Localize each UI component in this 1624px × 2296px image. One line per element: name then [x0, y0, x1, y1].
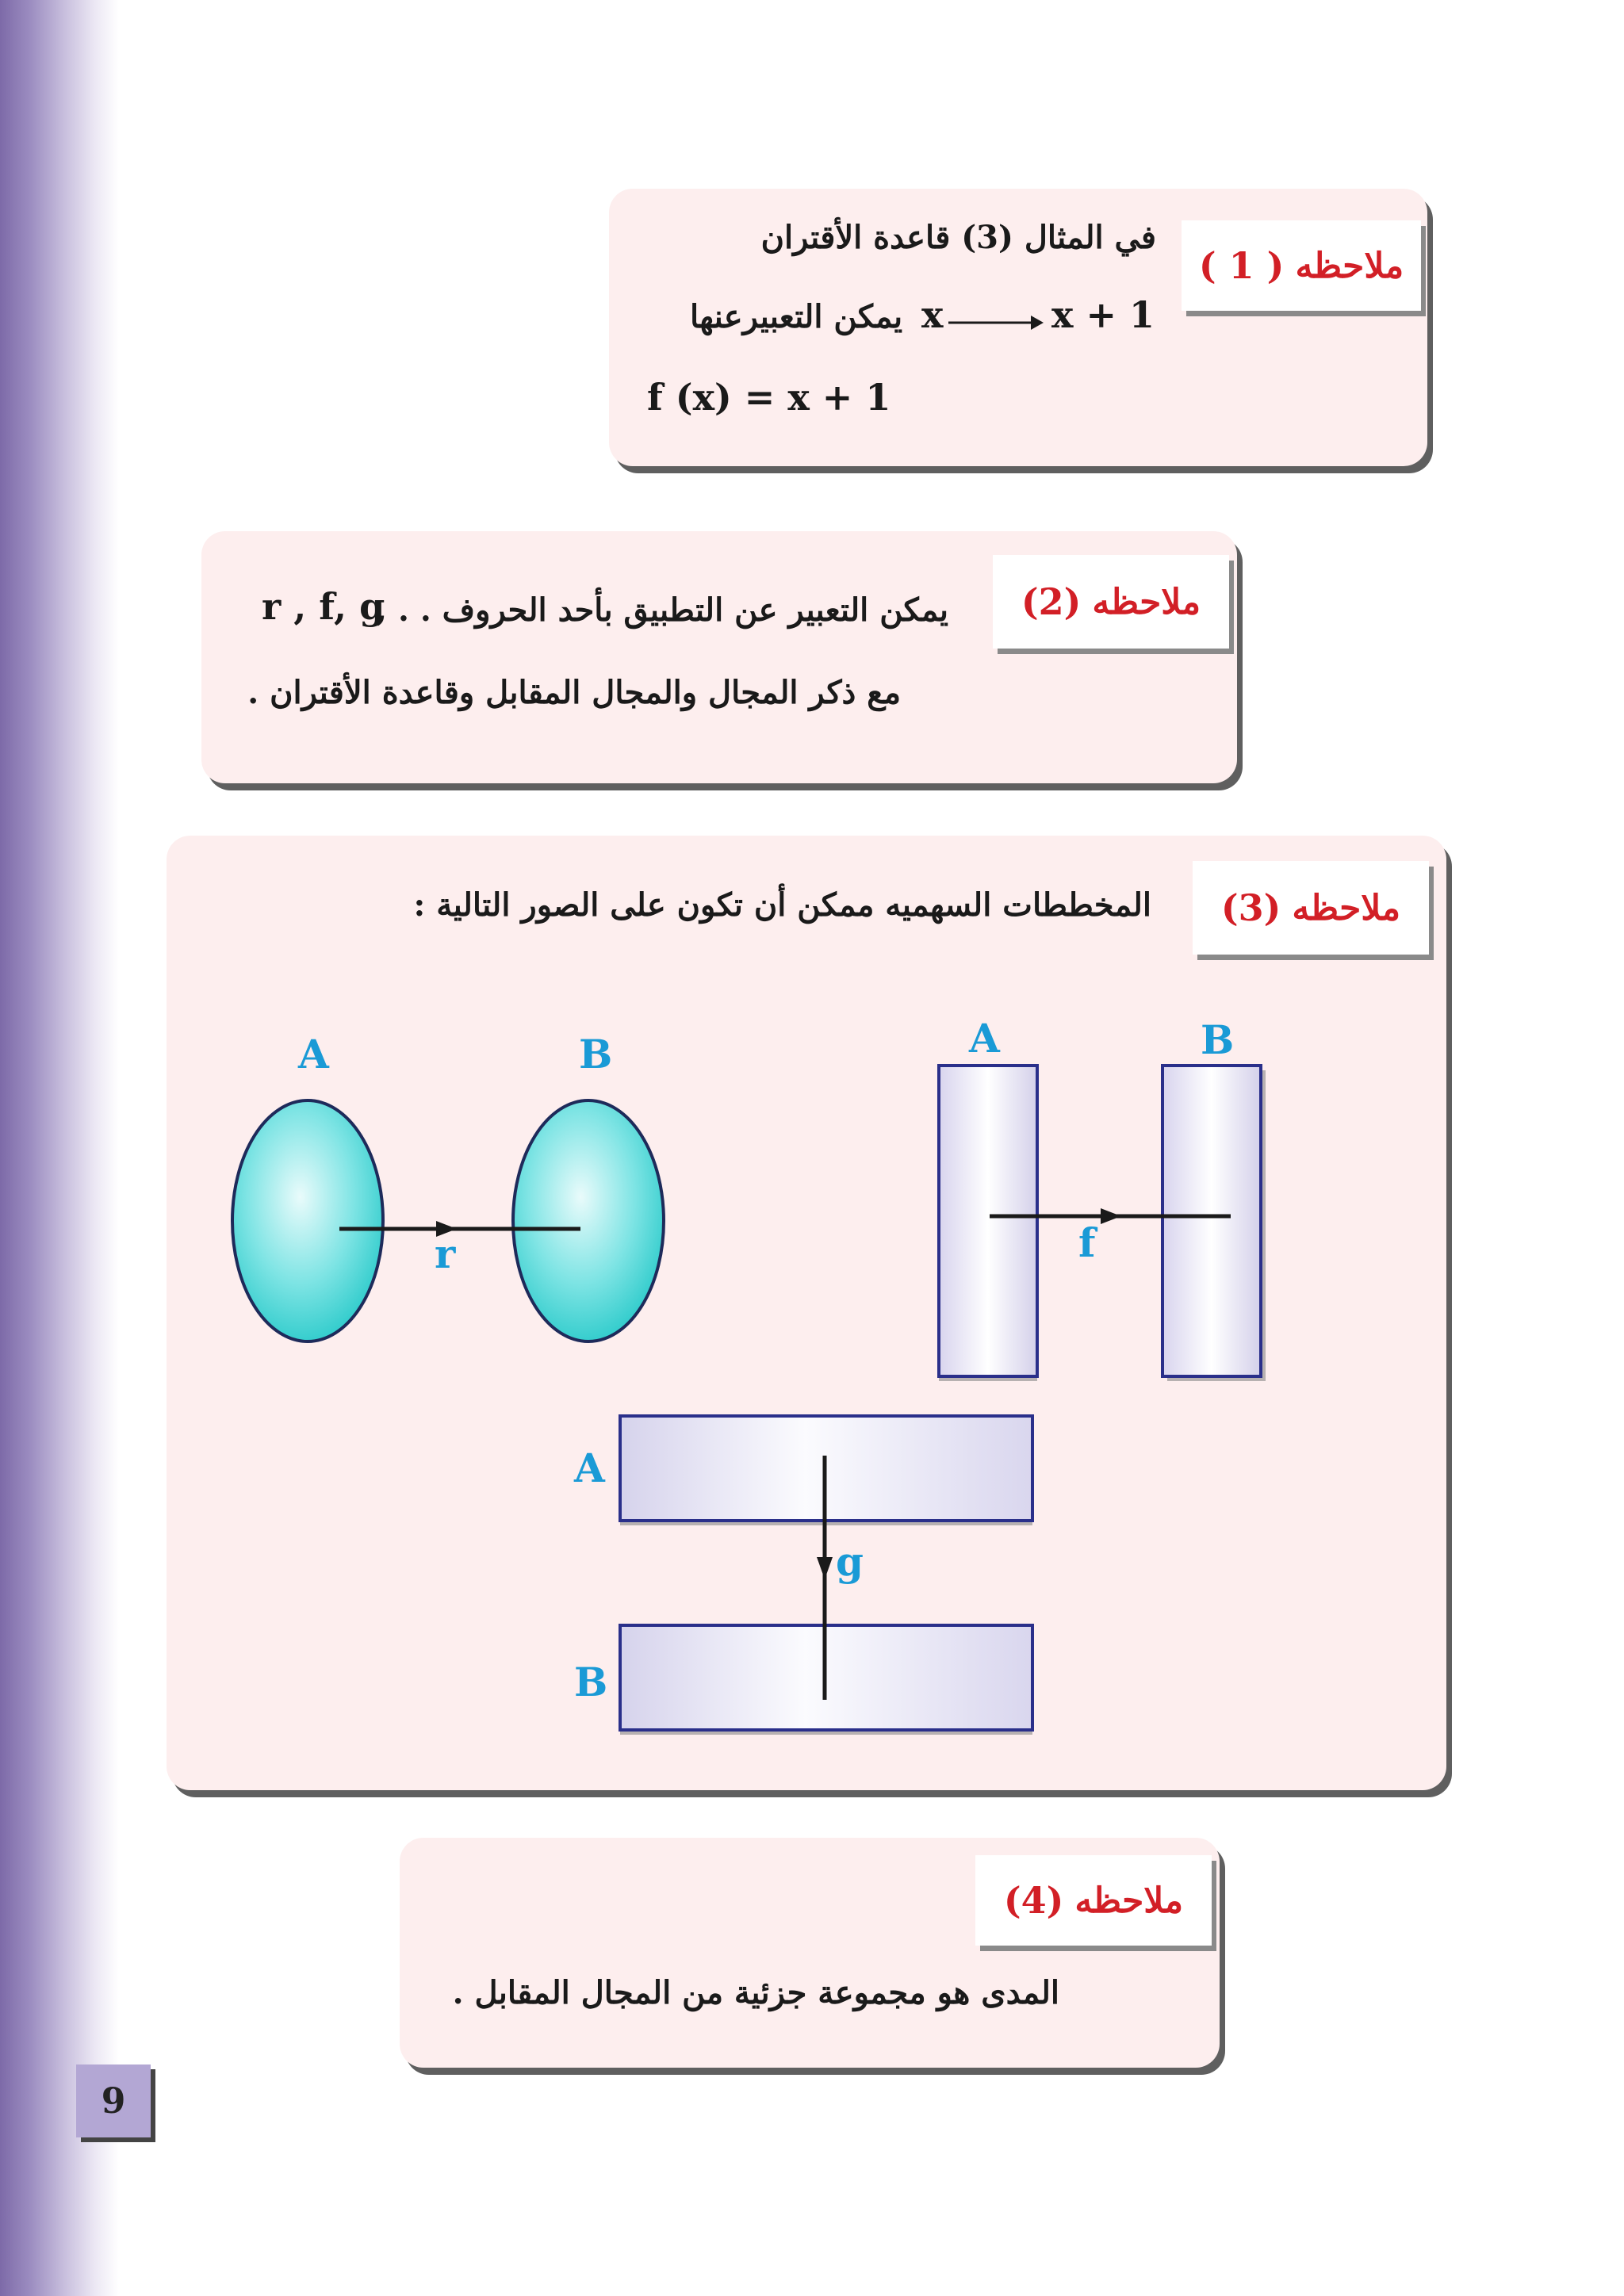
oval-diagram-label-a: A — [298, 1031, 329, 1077]
vrect-diagram-label-a: A — [969, 1015, 1000, 1062]
hrect-diagram-label-b: B — [574, 1659, 608, 1705]
note-2-label — [993, 555, 1229, 649]
note-1-map-from: x — [921, 293, 944, 336]
note-2-letters: r , f, g — [262, 585, 385, 628]
vrect-codomain-b — [1162, 1066, 1261, 1376]
note-3-number: (3) — [1220, 886, 1281, 929]
vrect-diagram-label-b: B — [1201, 1016, 1235, 1063]
note-1-label — [1182, 220, 1421, 311]
note-1-line-1: في المثال (3) قاعدة الأقتران — [760, 219, 1156, 256]
note-1-line-2 — [690, 293, 1174, 349]
hrect-diagram-map-label: g — [836, 1538, 864, 1585]
note-4-number: (4) — [1003, 1879, 1064, 1922]
note-2-line-2: مع ذكر المجال والمجال المقابل وقاعدة الأقتران . — [247, 674, 901, 711]
horizontal-rect-arrow-diagram — [611, 1411, 1047, 1744]
oval-diagram-map-label: r — [435, 1230, 456, 1277]
side-decoration-strip — [0, 0, 119, 2296]
note-4-title: ملاحظه — [1074, 1880, 1184, 1921]
note-2-title: ملاحظه — [1092, 581, 1201, 622]
note-2-line-1-text: يمكن التعبير عن التطبيق بأحد الحروف . . , — [376, 591, 948, 629]
note-1-number: ( 1 ) — [1198, 244, 1285, 287]
note-3-line-1: المخططات السهميه ممكن أن تكون على الصور التالية : — [413, 886, 1151, 924]
oval-domain-a — [232, 1100, 383, 1341]
oval-diagram-label-b: B — [579, 1031, 613, 1077]
note-1-title: ملاحظه — [1295, 245, 1404, 286]
hrect-map-arrowhead — [817, 1557, 833, 1579]
note-1-arrow — [948, 311, 1044, 335]
oval-codomain-b — [513, 1100, 664, 1341]
note-2-number: (2) — [1021, 580, 1082, 623]
note-1-formula: f (x) = x + 1 — [647, 376, 891, 419]
note-1-map-to: x + 1 — [1051, 293, 1155, 336]
note-1-line-2-text: يمكن التعبيرعنها — [690, 298, 903, 335]
vrect-map-arrowhead — [1101, 1208, 1121, 1224]
vrect-diagram-map-label: f — [1078, 1219, 1096, 1266]
hrect-diagram-label-a: A — [574, 1445, 605, 1491]
vertical-rect-arrow-diagram — [928, 1064, 1277, 1397]
note-4-label — [975, 1855, 1212, 1946]
oval-arrow-diagram — [222, 1086, 682, 1356]
vrect-domain-a — [939, 1066, 1037, 1376]
note-4-line-1: المدى هو مجموعة جزئية من المجال المقابل . — [452, 1974, 1059, 2011]
note-3-label — [1193, 861, 1429, 955]
page-number: 9 — [76, 2064, 151, 2137]
note-3-title: ملاحظه — [1292, 887, 1401, 928]
